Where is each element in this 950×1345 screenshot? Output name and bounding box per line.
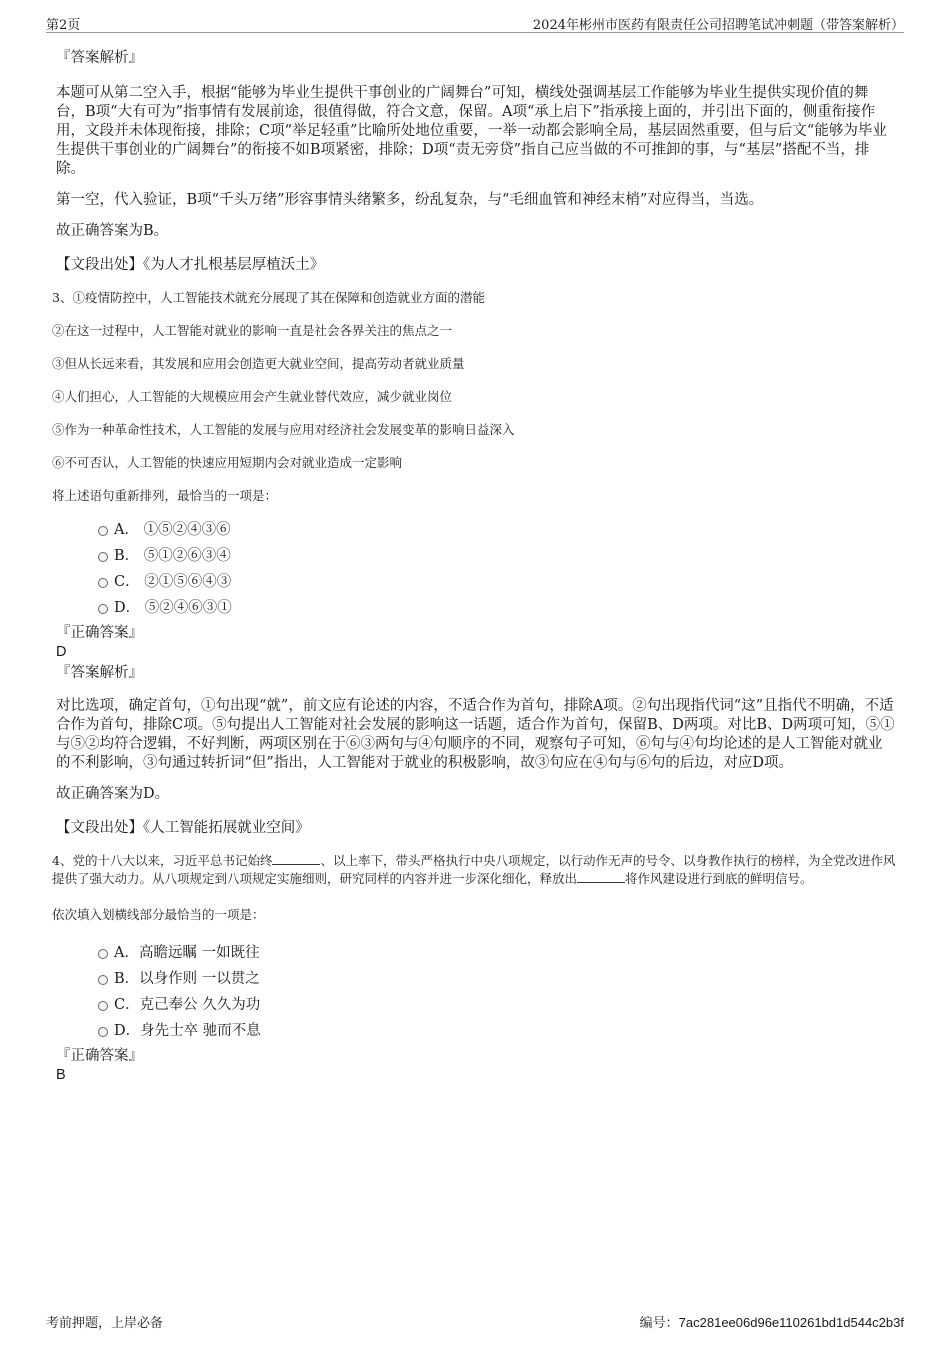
option-b[interactable]: B．以身作则 一以贯之 <box>56 966 896 992</box>
source-citation: 【文段出处】《人工智能拓展就业空间》 <box>56 820 310 836</box>
fill-blank <box>272 852 320 865</box>
question-prompt: 依次填入划横线部分最恰当的一项是： <box>52 907 265 922</box>
radio-icon[interactable] <box>98 526 108 536</box>
question-sentence: ②在这一过程中，人工智能对就业的影响一直是社会各界关注的焦点之一 <box>52 323 453 338</box>
option-list <box>56 940 896 1044</box>
option-d[interactable]: D．身先士卒 驰而不息 <box>56 1018 896 1044</box>
question-sentence: ③但从长远来看，其发展和应用会创造更大就业空间，提高劳动者就业质量 <box>52 356 465 371</box>
option-c[interactable]: C．克己奉公 久久为功 <box>56 992 896 1018</box>
question-sentence: ⑤作为一种革命性技术，人工智能的发展与应用对经济社会发展变革的影响日益深入 <box>52 422 515 437</box>
question-sentence: 3、①疫情防控中，人工智能技术就充分展现了其在保障和创造就业方面的潜能 <box>52 290 485 305</box>
option-c[interactable]: C． ②①⑤⑥④③ <box>56 569 896 595</box>
radio-icon[interactable] <box>98 949 108 959</box>
option-list <box>56 517 896 621</box>
question-sentence: ④人们担心，人工智能的大规模应用会产生就业替代效应，减少就业岗位 <box>52 389 453 404</box>
option-b[interactable]: B． ⑤①②⑥③④ <box>56 543 896 569</box>
analysis-paragraph: 本题可从第二空入手，根据“能够为毕业生提供干事创业的广阔舞台”可知，横线处强调基层工作能够为毕业生提供实现价值的舞台，B项“大有可为”指事情有发展前途，很值得做，符合文意，保留。A项“承上启下”指承接上面的，并引出下面的，侧重衔接作用，文段并未体现衔接，排除；C项“举足轻重”比喻所处地位重要，一举一动都会影响全局，基层固然重要，但与后文“能够为毕业生提供干事创业的广阔舞台”的衔接不如B项紧密，排除；D项“责无旁贷”指自己应当做的不可推卸的事，与“基层”搭配不当，排除。 <box>56 85 887 177</box>
document-title: 2024年彬州市医药有限责任公司招聘笔试冲刺题（带答案解析） <box>532 18 904 33</box>
answer-value: D <box>56 644 67 660</box>
answer-value: B <box>56 1067 66 1083</box>
analysis-label: 『答案解析』 <box>56 50 143 66</box>
radio-icon[interactable] <box>98 975 108 985</box>
option-d[interactable]: D． ⑤②④⑥③① <box>56 595 896 621</box>
radio-icon[interactable] <box>98 1001 108 1011</box>
analysis-conclusion: 故正确答案为B。 <box>56 223 169 239</box>
footer-slogan: 考前押题，上岸必备 <box>46 1316 164 1331</box>
radio-icon[interactable] <box>98 578 108 588</box>
analysis-paragraph: 第一空，代入验证，B项“千头万绪”形容事情头绪繁多，纷乱复杂，与“毛细血管和神经末梢”对应得当，当选。 <box>56 192 764 208</box>
source-citation: 【文段出处】《为人才扎根基层厚植沃土》 <box>56 257 325 273</box>
analysis-paragraph: 对比选项，确定首句，①句出现“就”，前文应有论述的内容，不适合作为首句，排除A项。②句出现指代词“这”且指代不明确，不适合作为首句，排除C项。⑤句提出人工智能对社会发展的影响这一话题，适合作为首句，保留B、D两项。对比B、D两项可知，⑤①与⑤②均符合逻辑，不好判断，两项区别在于⑥③两句与④句顺序的不同，观察句子可知，⑥句与④句均论述的是人工智能对就业的不利影响，③句通过转折词“但”指出，人工智能对于就业的积极影响，故③句应在④句与⑥句的后边，对应D项。 <box>56 698 895 771</box>
option-a[interactable]: A． ①⑤②④③⑥ <box>56 517 896 543</box>
analysis-conclusion: 故正确答案为D。 <box>56 786 170 802</box>
page-number: 第2页 <box>46 18 81 33</box>
page-content <box>52 44 896 1084</box>
answer-label: 『正确答案』 <box>56 625 143 641</box>
question-prompt: 将上述语句重新排列，最恰当的一项是： <box>52 488 278 503</box>
option-a[interactable]: A．高瞻远瞩 一如既往 <box>56 940 896 966</box>
question-stem: 4、党的十八大以来，习近平总书记始终 、以上率下，带头严格执行中央八项规定，以行动作无声的号令、以身教作执行的榜样，为全党改进作风提供了强大动力。从八项规定到八项规定实施细则，研究同样的内容并进一步深化细化，释放出 将作风建设进行到底的鲜明信号。 <box>52 853 896 886</box>
radio-icon[interactable] <box>98 1027 108 1037</box>
radio-icon[interactable] <box>98 604 108 614</box>
document-id: 编号：7ac281ee06d96e110261bd1d544c2b3f <box>639 1315 904 1330</box>
page-header <box>46 12 904 33</box>
analysis-label: 『答案解析』 <box>56 665 143 681</box>
radio-icon[interactable] <box>98 552 108 562</box>
fill-blank <box>577 870 625 883</box>
answer-label: 『正确答案』 <box>56 1048 143 1064</box>
question-sentence: ⑥不可否认，人工智能的快速应用短期内会对就业造成一定影响 <box>52 455 403 470</box>
